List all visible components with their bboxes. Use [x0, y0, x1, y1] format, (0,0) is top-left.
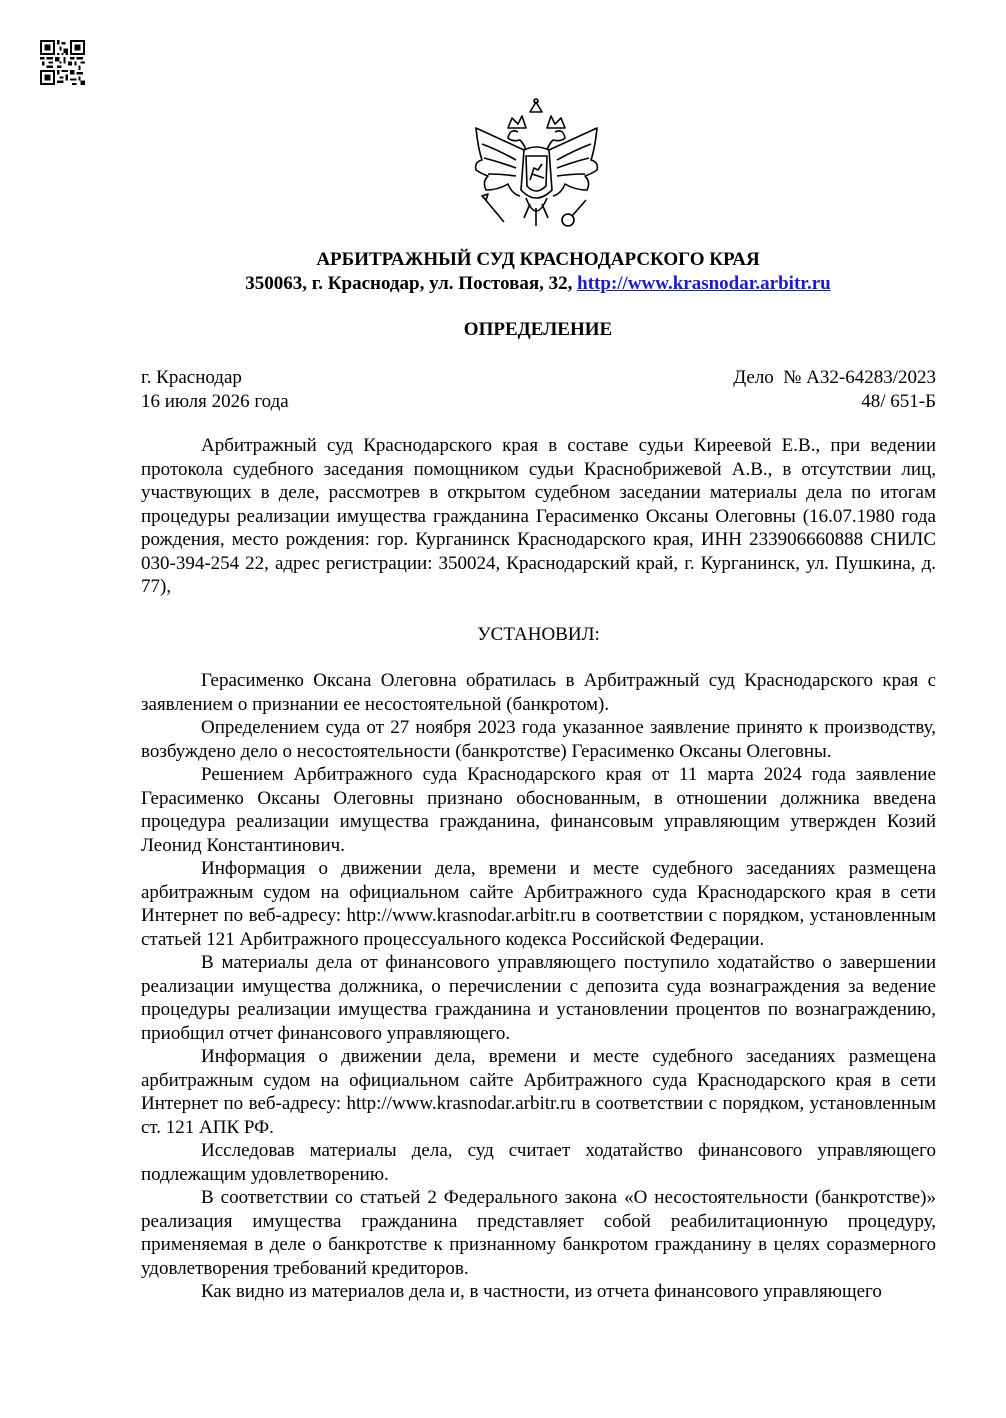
body-paragraph: В материалы дела от финансового управляющего поступило ходатайство о завершении реализации имущества должника, о перечислении с депозита суда вознаграждения за ведение процедуры реализации имущества гражданина и установлении процентов по вознаграждению, приобщил отчет финансового управляющего. — [141, 952, 936, 1044]
court-name: АРБИТРАЖНЫЙ СУД КРАСНОДАРСКОГО КРАЯ — [316, 249, 760, 270]
body-paragraph: Решением Арбитражного суда Краснодарского края от 11 марта 2024 года заявление Герасименко Оксаны Олеговны признано обоснованным, в отношении должника введена процедура реализации имущества гражданина, финансовым управляющим утвержден Козий Леонид Константинович. — [141, 764, 936, 856]
body-paragraph: В соответствии со статьей 2 Федерального закона «О несостоятельности (банкротстве)» реализация имущества гражданина представляет собой реабилитационную процедуру, применяемая в деле о банкротстве к признанному банкротом гражданину в целях соразмерного удовлетворения требований кредиторов. — [141, 1187, 936, 1279]
address-text: 350063, г. Краснодар, ул. Постовая, 32, — [245, 273, 578, 294]
intro-paragraph: Арбитражный суд Краснодарского края в составе судьи Киреевой Е.В., при ведении протокола судебного заседания помощником судьи Краснобрижевой А.В., в отсутствии лиц, участвующих в деле, рассмотрев в открытом судебном заседании материалы дела по итогам процедуры реализации имущества гражданина Герасименко Оксаны Олеговны (16.07.1980 года рождения, место рождения: гор. Курганинск Краснодарского края, ИНН 233906660888 СНИЛС 030-394-254 22, адрес регистрации: 350024, Краснодарский край, г. Курганинск, ул. Пушкина, д. 77), — [141, 435, 936, 597]
qr-code-icon — [40, 40, 85, 85]
document-place-date — [141, 366, 289, 414]
document-title: ОПРЕДЕЛЕНИЕ — [463, 319, 613, 340]
body-paragraph: Информация о движении дела, времени и месте судебного заседаниях размещена арбитражным судом на официальном сайте Арбитражного суда Краснодарского края в сети Интернет по веб-адресу: http://www.krasnodar.arbitr.ru в соответствии с порядком, установленным статьей 121 Арбитражного процессуального кодекса Российской Федерации. — [141, 858, 936, 950]
coat-of-arms-icon — [468, 98, 605, 238]
body-paragraph: Исследовав материалы дела, суд считает ходатайство финансового управляющего подлежащим удовлетворению. — [141, 1140, 936, 1185]
document-date: 16 июля 2026 года — [141, 391, 289, 412]
body-paragraph: Как видно из материалов дела и, в частности, из отчета финансового управляющего — [201, 1281, 882, 1302]
body-paragraph: Информация о движении дела, времени и месте судебного заседаниях размещена арбитражным судом на официальном сайте Арбитражного суда Краснодарского края в сети Интернет по веб-адресу: http://www.krasnodar.arbitr.ru в соответствии с порядком, установленным ст. 121 АПК РФ. — [141, 1046, 936, 1138]
document-body — [141, 434, 936, 1304]
body-paragraph: Определением суда от 27 ноября 2023 года указанное заявление принято к производству, возбуждено дело о несостоятельности (банкротстве) Герасименко Оксаны Олеговны. — [141, 717, 936, 762]
document-case-info — [733, 366, 936, 414]
section-heading: УСТАНОВИЛ: — [477, 623, 600, 645]
document-city: г. Краснодар — [141, 367, 242, 388]
body-paragraph: Герасименко Оксана Олеговна обратилась в Арбитражный суд Краснодарского края с заявлением о признании ее несостоятельной (банкротом). — [141, 670, 936, 715]
case-number: Дело № А32-64283/2023 — [733, 367, 936, 388]
court-website-link[interactable]: http://www.krasnodar.arbitr.ru — [577, 273, 831, 294]
court-address — [0, 272, 1006, 296]
case-sub-number: 48/ 651-Б — [861, 391, 936, 412]
